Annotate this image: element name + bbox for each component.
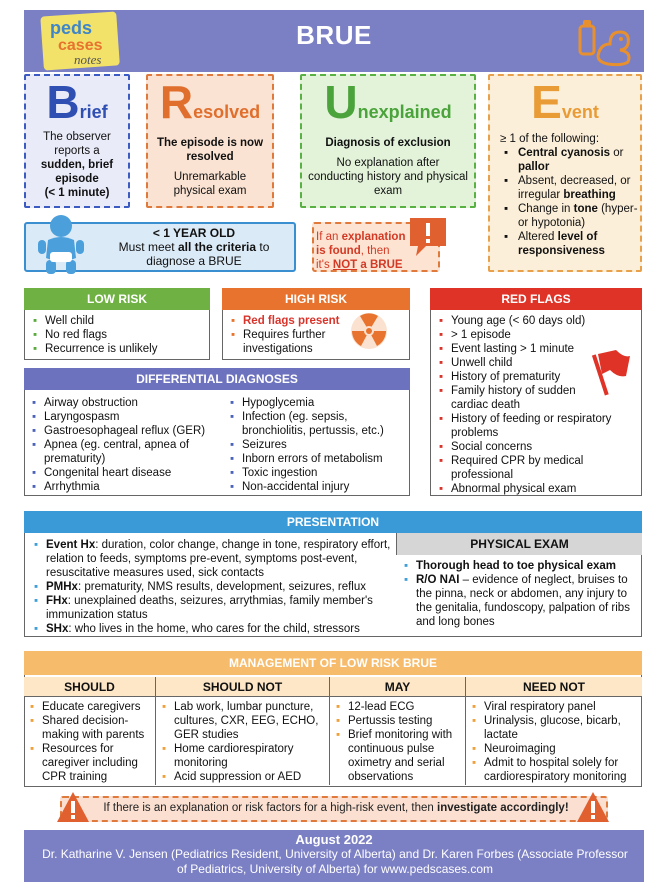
letter-b: B <box>46 76 80 128</box>
unexplained-bold: Diagnosis of exclusion <box>325 137 451 149</box>
event-item: ▪ Central cyanosis or pallor <box>500 146 640 174</box>
column-header: SHOULD NOT <box>156 677 329 697</box>
logo-text-1: peds <box>50 18 93 38</box>
baby-bottle-duck-icon <box>574 16 634 68</box>
list-item: ▪ FHx: unexplained deaths, seizures, arrythmias, family member's immunization status <box>32 594 394 622</box>
list-item: ▪ Red flags present <box>229 314 349 328</box>
warning-text: If there is an explanation or risk factors for a high-risk event, then investigate accordingly! <box>103 802 569 814</box>
physical-exam-header: PHYSICAL EXAM <box>396 533 642 555</box>
management-should-not-column <box>156 677 330 785</box>
list-item: ▪ PMHx: prematurity, NMS results, development, seizures, reflux <box>32 580 394 594</box>
list-item: ▪ Abnormal physical exam <box>437 482 617 496</box>
list-item: ▪ No red flags <box>31 328 203 342</box>
differential-header: DIFFERENTIAL DIAGNOSES <box>24 368 410 390</box>
column-header: SHOULD <box>24 677 155 697</box>
list-item: ▪ Neuroimaging <box>470 742 638 756</box>
under-one-title: < 1 YEAR OLD <box>152 226 236 240</box>
event-item: ▪ Altered level of responsiveness <box>500 230 640 258</box>
footer-credit: Dr. Katharine V. Jensen (Pediatrics Resident, University of Alberta) and Dr. Karen Forbes (Associate Professor of Pediatrics, University of Alberta) for www.pedscases.com <box>42 847 628 876</box>
alert-bubble-icon <box>406 214 450 260</box>
list-item: ▪ Brief monitoring with continuous pulse oximetry and serial observations <box>334 728 461 784</box>
list-item: ▪ Apnea (eg. central, apnea of prematurity) <box>30 438 220 466</box>
column-header: MAY <box>330 677 465 697</box>
event-item: ▪ Change in tone (hyper- or hypotonia) <box>500 202 640 230</box>
column-header: NEED NOT <box>466 677 642 697</box>
brief-text-1: The observer reports a <box>43 131 111 157</box>
list-item: ▪ Young age (< 60 days old) <box>437 314 617 328</box>
list-item: ▪ Arrhythmia <box>30 480 220 494</box>
list-item: ▪ Infection (eg. sepsis, bronchiolitis, pertussis, etc.) <box>228 410 408 438</box>
resolved-bold: The episode is now resolved <box>156 137 264 163</box>
list-item: ▪ Inborn errors of metabolism <box>228 452 408 466</box>
list-item: ▪ Non-accidental injury <box>228 480 408 494</box>
unexplained-text: No explanation after conducting history and physical exam <box>308 157 468 197</box>
word-event: vent <box>561 102 599 122</box>
word-resolved: esolved <box>193 102 261 122</box>
list-item: ▪ Event Hx: duration, color change, change in tone, respiratory effort, relation to feeds, symptoms pre-event, symptoms post-event, resuscitative measures used, sick contacts <box>32 538 394 580</box>
list-item: ▪ Resources for caregiver including CPR training <box>28 742 151 784</box>
baby-icon <box>36 212 86 276</box>
event-intro: ≥ 1 of the following: <box>500 133 600 145</box>
list-item: ▪ Thorough head to toe physical exam <box>402 559 640 573</box>
list-item: ▪ SHx: who lives in the home, who cares for the child, stressors <box>32 622 394 636</box>
list-item: ▪ Congenital heart disease <box>30 466 220 480</box>
management-should-column <box>24 677 156 785</box>
list-item: ▪ Laryngospasm <box>30 410 220 424</box>
list-item: ▪ Pertussis testing <box>334 714 461 728</box>
footer-date: August 2022 <box>295 832 373 847</box>
list-item: ▪ Acid suppression or AED <box>160 770 325 784</box>
differential-column-2 <box>228 396 408 494</box>
page-title: BRUE <box>296 20 372 50</box>
list-item: ▪ Unwell child <box>437 356 617 370</box>
low-risk-header: LOW RISK <box>24 288 210 310</box>
high-risk-header: HIGH RISK <box>222 288 410 310</box>
explanation-text: If an explanation is found, then it's NOT a BRUE <box>316 231 406 271</box>
list-item: ▪ Event lasting > 1 minute <box>437 342 617 356</box>
presentation-list <box>32 538 394 636</box>
list-item: ▪ Seizures <box>228 438 408 452</box>
resolved-box <box>146 74 274 208</box>
red-flags-panel <box>430 310 642 496</box>
red-flag-icon <box>590 348 634 398</box>
event-box <box>488 74 642 272</box>
list-item: ▪ History of feeding or respiratory problems <box>437 412 637 440</box>
warning-triangle-icon <box>56 790 90 824</box>
list-item: ▪ Shared decision-making with parents <box>28 714 151 742</box>
list-item: ▪ Airway obstruction <box>30 396 220 410</box>
list-item: ▪ 12-lead ECG <box>334 700 461 714</box>
unexplained-box <box>300 74 476 208</box>
letter-r: R <box>159 76 194 128</box>
radiation-hazard-icon <box>350 312 388 350</box>
list-item: ▪ R/O NAI – evidence of neglect, bruises to the pinna, neck or abdomen, any injury to the genitalia, fundoscopy, palpation of ribs and long bones <box>402 573 640 629</box>
list-item: ▪ > 1 episode <box>437 328 617 342</box>
physical-exam-list <box>402 559 640 629</box>
brief-box <box>24 74 130 208</box>
letter-e: E <box>531 76 562 128</box>
list-item: ▪ Requires further investigations <box>229 328 349 356</box>
list-item: ▪ Social concerns <box>437 440 617 454</box>
list-item: ▪ Admit to hospital solely for cardiorespiratory monitoring <box>470 756 638 784</box>
list-item: ▪ Educate caregivers <box>28 700 151 714</box>
word-brief: rief <box>79 102 108 122</box>
list-item: ▪ Family history of sudden cardiac death <box>437 384 587 412</box>
management-may-column <box>330 677 466 785</box>
event-item: ▪ Absent, decreased, or irregular breathing <box>500 174 640 202</box>
list-item: ▪ Gastroesophageal reflux (GER) <box>30 424 220 438</box>
word-unexplained: nexplained <box>357 102 452 122</box>
resolved-text: Unremarkable physical exam <box>173 171 247 197</box>
list-item: ▪ Recurrence is unlikely <box>31 342 203 356</box>
list-item: ▪ Lab work, lumbar puncture, cultures, CXR, EEG, ECHO, GER studies <box>160 700 325 742</box>
list-item: ▪ Viral respiratory panel <box>470 700 638 714</box>
list-item: ▪ Hypoglycemia <box>228 396 408 410</box>
list-item: ▪ Toxic ingestion <box>228 466 408 480</box>
brief-text-2: sudden, brief episode <box>40 159 114 185</box>
under-one-text: < 1 YEAR OLD Must meet all the criteria to diagnose a BRUE <box>96 226 292 268</box>
differential-column-1 <box>30 396 220 494</box>
list-item: ▪ Home cardiorespiratory monitoring <box>160 742 325 770</box>
low-risk-panel <box>24 310 210 360</box>
list-item: ▪ Required CPR by medical professional <box>437 454 617 482</box>
presentation-header: PRESENTATION <box>24 511 642 533</box>
logo-text-3: notes <box>74 52 102 67</box>
logo-text-2: cases <box>58 37 103 54</box>
brief-text-3: (< 1 minute) <box>44 187 110 199</box>
red-flags-header: RED FLAGS <box>430 288 642 310</box>
management-header: MANAGEMENT OF LOW RISK BRUE <box>24 651 642 675</box>
list-item: ▪ History of prematurity <box>437 370 617 384</box>
letter-u: U <box>324 76 358 128</box>
management-need-not-column <box>466 677 642 785</box>
warning-triangle-icon <box>576 790 610 824</box>
list-item: ▪ Urinalysis, glucose, bicarb, lactate <box>470 714 638 742</box>
list-item: ▪ Well child <box>31 314 203 328</box>
